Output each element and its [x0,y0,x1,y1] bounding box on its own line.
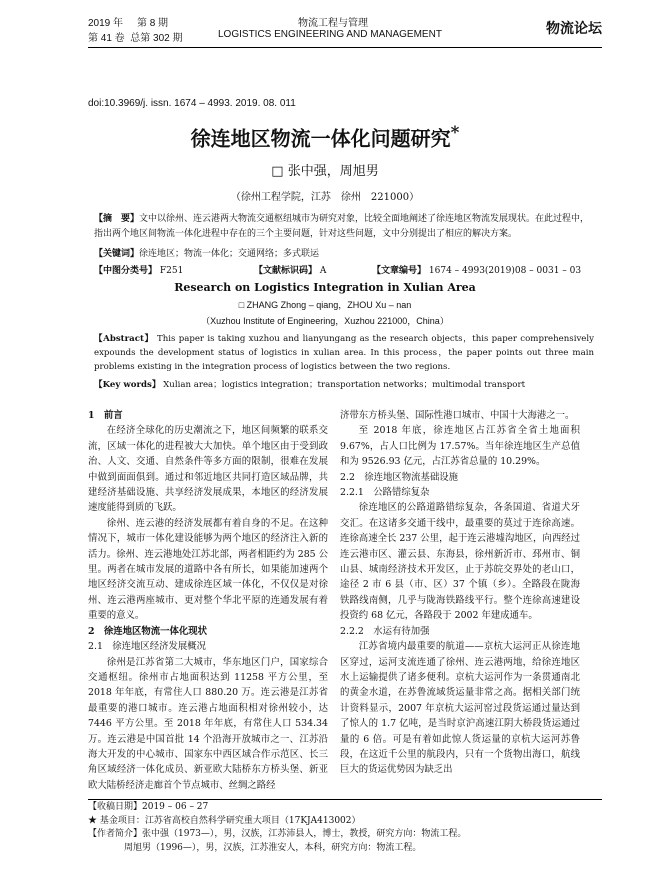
header-total: 总第 302 期 [130,33,183,44]
keywords-cn-text: 徐连地区；物流一体化；交通网络；多式联运 [139,249,320,259]
article-no-label: 【文章编号】 [372,266,427,276]
paragraph: 徐州、连云港的经济发展都有着自身的不足。在这种情况下，城市一体化建设能够为两个地区的经济注入新的活力。徐州、连云港地处江苏北部，两者相距约为 285 公里。两者在城市发展的道路中各有所长，如果能加速两个地区经济交流互动、建成徐连区域一体化，不仅仅是对徐州、连云港两座城市、更对整个华北平原的连通发展有着重要的意义。 [88,517,328,622]
body-column-left [88,408,328,793]
abstract-en-text: This paper is taking xuzhou and lianyungang as the research objects，this paper comprehensively expounds the development status of logistics in xulian area. In this process，the paper points out three main problems existing in the integration process of logistics between the two regions. [94,334,594,372]
header-section: 物流论坛 [546,20,602,36]
body-column-right [340,408,580,778]
paper-title-text: 徐连地区物流一体化问题研究 [190,126,451,151]
paragraph: 江苏省境内最重要的航道——京杭大运河正从徐连地区穿过，运河支流连通了徐州、连云港两地，给徐连地区水上运输提供了诸多便利。京杭大运河作为一条贯通南北的黄金水道，在苏鲁流域货运量非常之高。据相关部门统计资料显示，2007 年京杭大运河窑过段货运通过量达到了惊人的 1.7 亿吨，是当时京沪高速江阴大桥段货运通过量的 6 倍。可是有着如此惊人货运量的京杭大运河苏鲁段，在这近千公里的航段内，只有一个货物出海口，航线巨大的货运优势因为缺乏出 [340,641,580,776]
doc-code-label: 【文献标识码】 [254,266,318,276]
subsection-heading-2-1: 2.1 徐连地区经济发展概况 [88,641,207,653]
subsection-heading-2-2-1: 2.2.1 公路错综复杂 [340,487,430,499]
abstract-cn-text: 文中以徐州、连云港两大物流交通枢纽城市为研究对象，比较全面地阐述了徐连地区物流发展现状。在此过程中，指出两个地区间物流一体化进程中存在的三个主要问题，针对这些问题，文中分别提出了相应的解决方案。 [94,214,590,239]
header-volume-total [88,29,183,44]
received-date: 【收稿日期】2019 – 06 – 27 [88,802,209,812]
header-divider [88,47,602,48]
abstract-en-label: 【Abstract】 [94,334,154,344]
paragraph: 徐州是江苏省第二大城市，华东地区门户，国家综合交通枢纽。徐州市占地面积达到 11258 平方公里，至 2018 年年底，有常住人口 880.20 万。连云港是江苏省最重要的港口城市。连云港占地面积相对徐州较小，达 7446 平方公里。至 2018 年年底，有常住人口 534.34 万。连云港是中国首批 14 个沿海开放城市之一、江苏沿海大开发的中心城市、国家东中西区域合作示范区、长三角区域经济一体化成员、新亚欧大陆桥东方桥头堡、新亚欧大陆桥经济走廊首个节点城市、丝绸之路经 [88,656,328,791]
footnote-divider [88,799,602,800]
paper-title-en: Research on Logistics Integration in Xulian Area [174,281,476,294]
header-journal-en: LOGISTICS ENGINEERING AND MANAGEMENT [218,29,442,40]
header-year-issue [88,14,168,29]
article-no-value: 1674 – 4993(2019)08 – 0031 – 03 [428,266,582,276]
running-header [88,14,602,48]
header-journal-cn: 物流工程与管理 [298,18,368,29]
paragraph: 在经济全球化的历史潮流之下，地区间频繁的联系交流，区域一体化的进程被大大加快。单个地区由于受到政治、人文、交通、自然条件等多方面的限制，很难在发展中做到面面俱到。通过和邻近地区共同打造区域品牌，共建经济基础设施、共享经济发展成果，本地区的经济发展速度能得到质的飞跃。 [88,425,328,514]
abstract-cn [94,212,594,242]
header-volume: 第 41 卷 [88,33,125,44]
paragraph: 至 2018 年底，徐连地区占江苏省全省土地面积 9.67%，占人口比例为 17.57%。当年徐连地区生产总值和为 9526.93 亿元，占江苏省总量的 10.29%。 [340,425,580,468]
clc-label: 【中图分类号】 [94,266,158,276]
header-issue: 第 8 期 [136,18,169,29]
classification-line [94,263,594,277]
keywords-en [94,378,594,390]
author-bio-2: 周旭男（1996—），男，汉族，江苏淮安人，本科，研究方向：物流工程。 [124,842,422,853]
keywords-en-text: Xulian area；logistics integration；transportation networks；multimodal transport [163,380,526,390]
doi: doi:10.3969/j. issn. 1674 – 4993. 2019. 08. 011 [88,98,296,109]
subsection-heading-2-2-2: 2.2.2 水运有待加强 [340,625,430,637]
header-year: 2019 年 [88,18,124,29]
affiliation: （徐州工程学院，江苏 徐州 221000） [230,192,420,203]
paragraph: 济带东方桥头堡、国际性港口城市、中国十大海港之一。 [340,410,575,421]
author-bio-1: 【作者简介】张中强（1973—），男，汉族，江苏沛县人，博士，教授，研究方向：物流工程。 [88,829,467,839]
affiliation-en: （Xuzhou Institute of Engineering，Xuzhou 221000，China） [201,316,449,326]
authors: □ 张中强，周旭男 [271,164,379,179]
fund-note: ★ 基金项目：江苏省高校自然科学研究重大项目（17KJA413002） [88,815,361,826]
abstract-cn-label: 【摘 要】 [94,214,140,224]
keywords-cn-label: 【关键词】 [94,249,140,259]
abstract-en [94,332,594,374]
subsection-heading-2-2: 2.2 徐连地区物流基础设施 [340,471,459,483]
section-heading-1: 1 前言 [88,410,123,421]
keywords-cn [94,246,594,259]
paragraph: 徐连地区的公路道路错综复杂，各条国道、省道犬牙交汇。在这诸多交通干线中，最重要的莫过于连徐高速。连徐高速全长 237 公里，起于连云港墟沟地区，向西经过连云港市区、灌云县、东海县，徐州新沂市、邳州市、铜山县、城南经济技术开发区，止于苏皖交界处的老山口，途径 2 市 6 县（市、区）37 个镇（乡）。全路段在陇海铁路线南侧，几乎与陇海铁路线平行。整个连徐高速建设投资约 68 亿元，各路段于 2002 年建成通车。 [340,502,580,622]
clc-value: F251 [159,266,184,276]
doc-code-value: A [319,266,327,276]
keywords-en-label: 【Key words】 [94,380,161,390]
title-footnote-mark: * [450,122,460,142]
section-heading-2: 2 徐连地区物流一体化现状 [88,625,208,637]
paper-title [0,122,650,152]
footnotes [88,801,602,855]
authors-en: □ ZHANG Zhong – qiang，ZHOU Xu – nan [238,300,412,310]
